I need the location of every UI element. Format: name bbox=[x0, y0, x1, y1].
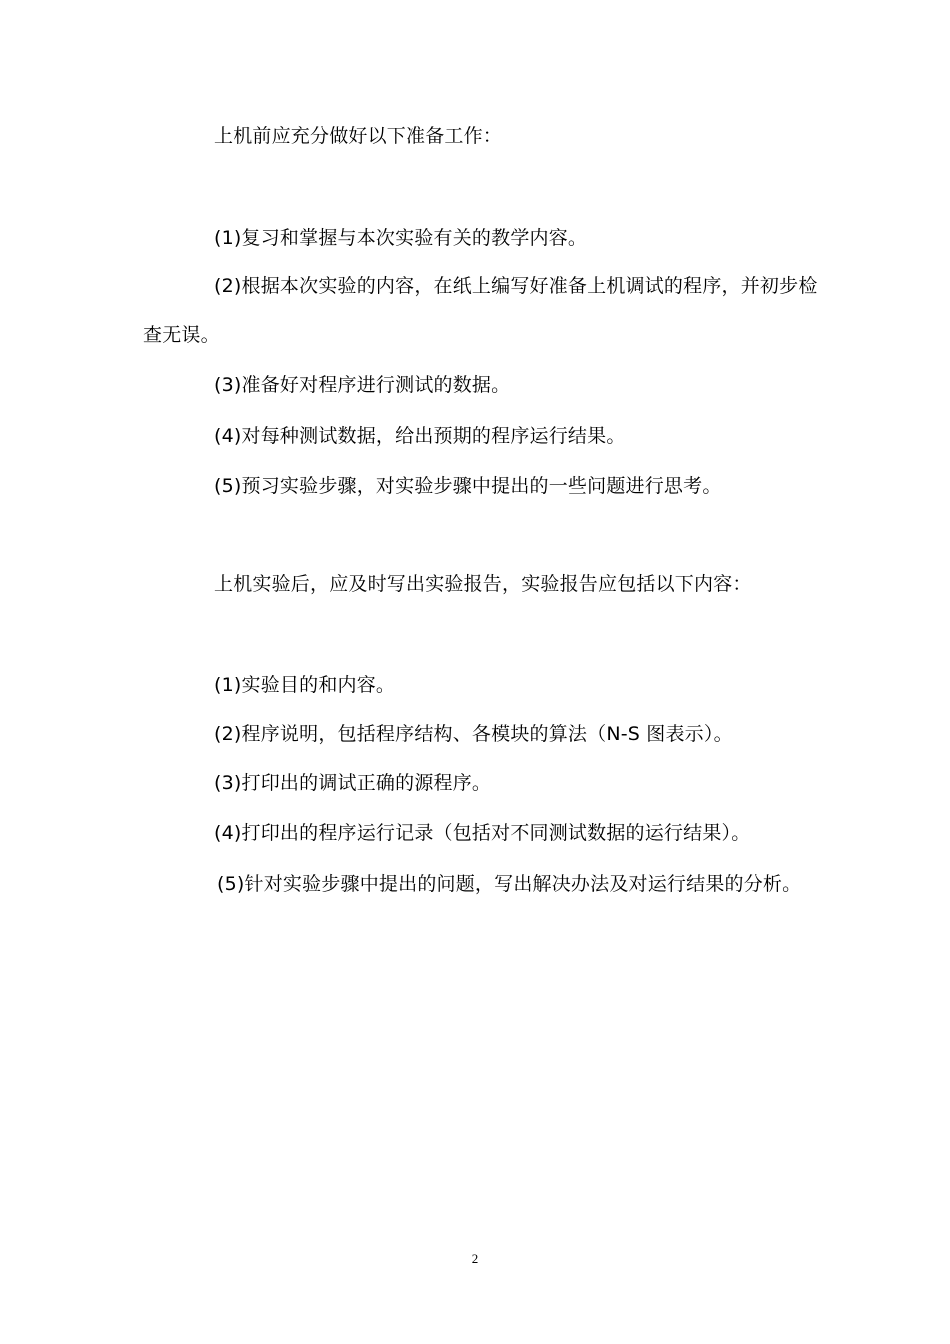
report-item-3: (3)打印出的调试正确的源程序。 bbox=[214, 772, 492, 794]
preparation-item-3: (3)准备好对程序进行测试的数据。 bbox=[214, 374, 511, 396]
report-item-1: (1)实验目的和内容。 bbox=[214, 674, 396, 696]
report-item-5: (5)针对实验步骤中提出的问题，写出解决办法及对运行结果的分析。 bbox=[217, 873, 802, 895]
preparation-item-1: (1)复习和掌握与本次实验有关的教学内容。 bbox=[214, 227, 588, 249]
page-number: 2 bbox=[471, 1251, 479, 1266]
report-item-4: (4)打印出的程序运行记录（包括对不同测试数据的运行结果）。 bbox=[214, 822, 751, 844]
preparation-item-2-continuation: 查无误。 bbox=[143, 324, 220, 346]
report-heading: 上机实验后，应及时写出实验报告，实验报告应包括以下内容： bbox=[214, 573, 752, 595]
preparation-heading: 上机前应充分做好以下准备工作： bbox=[214, 125, 503, 147]
preparation-item-2: (2)根据本次实验的内容，在纸上编写好准备上机调试的程序，并初步检 bbox=[214, 275, 818, 297]
preparation-item-5: (5)预习实验步骤，对实验步骤中提出的一些问题进行思考。 bbox=[214, 475, 722, 497]
report-item-2: (2)程序说明，包括程序结构、各模块的算法（N-S 图表示）。 bbox=[214, 723, 733, 745]
preparation-item-4: (4)对每种测试数据，给出预期的程序运行结果。 bbox=[214, 425, 626, 447]
